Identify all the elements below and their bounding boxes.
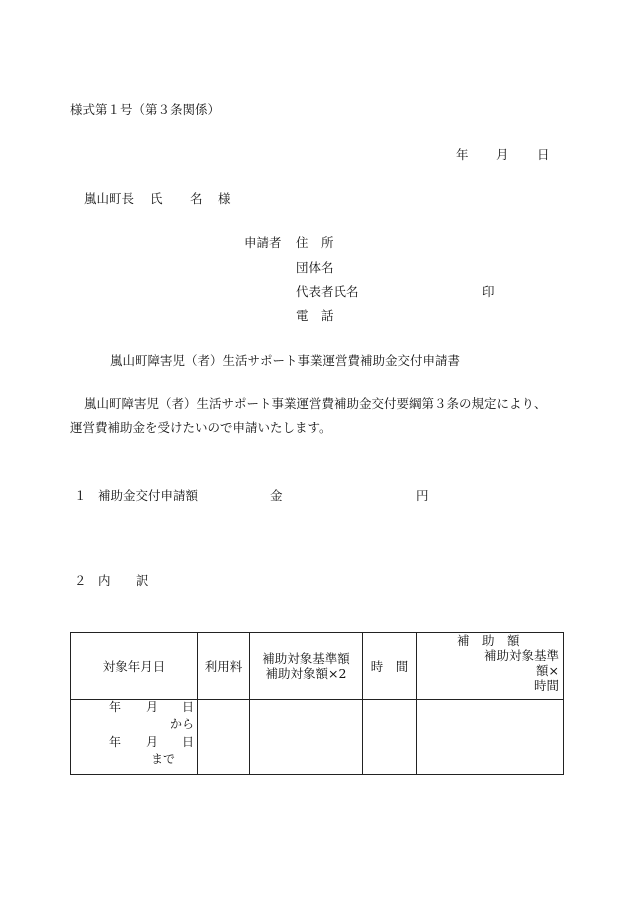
addressee-honorific: 様	[218, 191, 231, 206]
document-title: 嵐山町障害児（者）生活サポート事業運営費補助金交付申請書	[110, 353, 461, 368]
period-cell[interactable]	[71, 700, 198, 775]
section1-number: １	[74, 488, 87, 503]
applicant-address-label: 住 所	[296, 235, 334, 250]
header-subsidy-title: 補 助 額	[457, 633, 520, 648]
header-subsidy-line-2: 額×	[536, 663, 559, 678]
hours-cell[interactable]	[363, 700, 417, 775]
subsidy-cell[interactable]	[417, 700, 564, 775]
date-month-label: 月	[496, 147, 509, 162]
form-number: 様式第１号（第３条関係）	[70, 102, 221, 117]
section2-label-b: 訳	[136, 573, 149, 588]
until-label: まで	[151, 752, 176, 766]
body-line-1: 嵐山町障害児（者）生活サポート事業運営費補助金交付要綱第３条の規定により、	[84, 396, 547, 411]
body-line-2: 運営費補助金を受けたいので申請いたします。	[70, 420, 332, 435]
start-month-label: 月	[146, 700, 159, 714]
header-standard-line-1: 補助対象基準額	[262, 651, 350, 666]
fee-cell[interactable]	[198, 700, 250, 775]
addressee-name-label-1: 氏	[150, 191, 163, 206]
body-paragraph	[70, 392, 590, 440]
end-month-label: 月	[146, 735, 159, 749]
breakdown-table	[70, 632, 564, 775]
header-subsidy-line-1: 補助対象基準	[483, 648, 559, 663]
applicant-org-label: 団体名	[296, 260, 334, 275]
header-subsidy-line-3: 時間	[533, 678, 559, 693]
header-fee: 利用料	[198, 633, 250, 700]
start-day-label: 日	[181, 700, 194, 714]
section2-number: ２	[74, 573, 87, 588]
seal-mark: 印	[482, 284, 495, 299]
section1-unit: 円	[416, 488, 429, 503]
section1-label: 補助金交付申請額	[98, 488, 199, 503]
end-year-label: 年	[109, 735, 122, 749]
header-hours: 時 間	[363, 633, 417, 700]
table-row	[71, 700, 564, 775]
standard-cell[interactable]	[250, 700, 363, 775]
header-standard-line-2: 補助対象額×2	[265, 666, 347, 681]
applicant-phone-label: 電 話	[296, 308, 334, 323]
header-period: 対象年月日	[71, 633, 198, 700]
addressee-title: 嵐山町長	[84, 191, 135, 206]
addressee-name-label-2: 名	[190, 191, 203, 206]
applicant-rep-label: 代表者氏名	[296, 284, 359, 299]
from-label: から	[169, 717, 194, 731]
header-standard	[250, 633, 363, 700]
section1-currency-prefix: 金	[270, 488, 283, 503]
applicant-heading: 申請者	[244, 235, 282, 250]
start-year-label: 年	[109, 700, 122, 714]
end-day-label: 日	[181, 735, 194, 749]
header-subsidy	[417, 633, 564, 700]
section2-label-a: 内	[98, 573, 111, 588]
date-year-label: 年	[456, 147, 469, 162]
date-day-label: 日	[537, 147, 550, 162]
table-header-row	[71, 633, 564, 700]
